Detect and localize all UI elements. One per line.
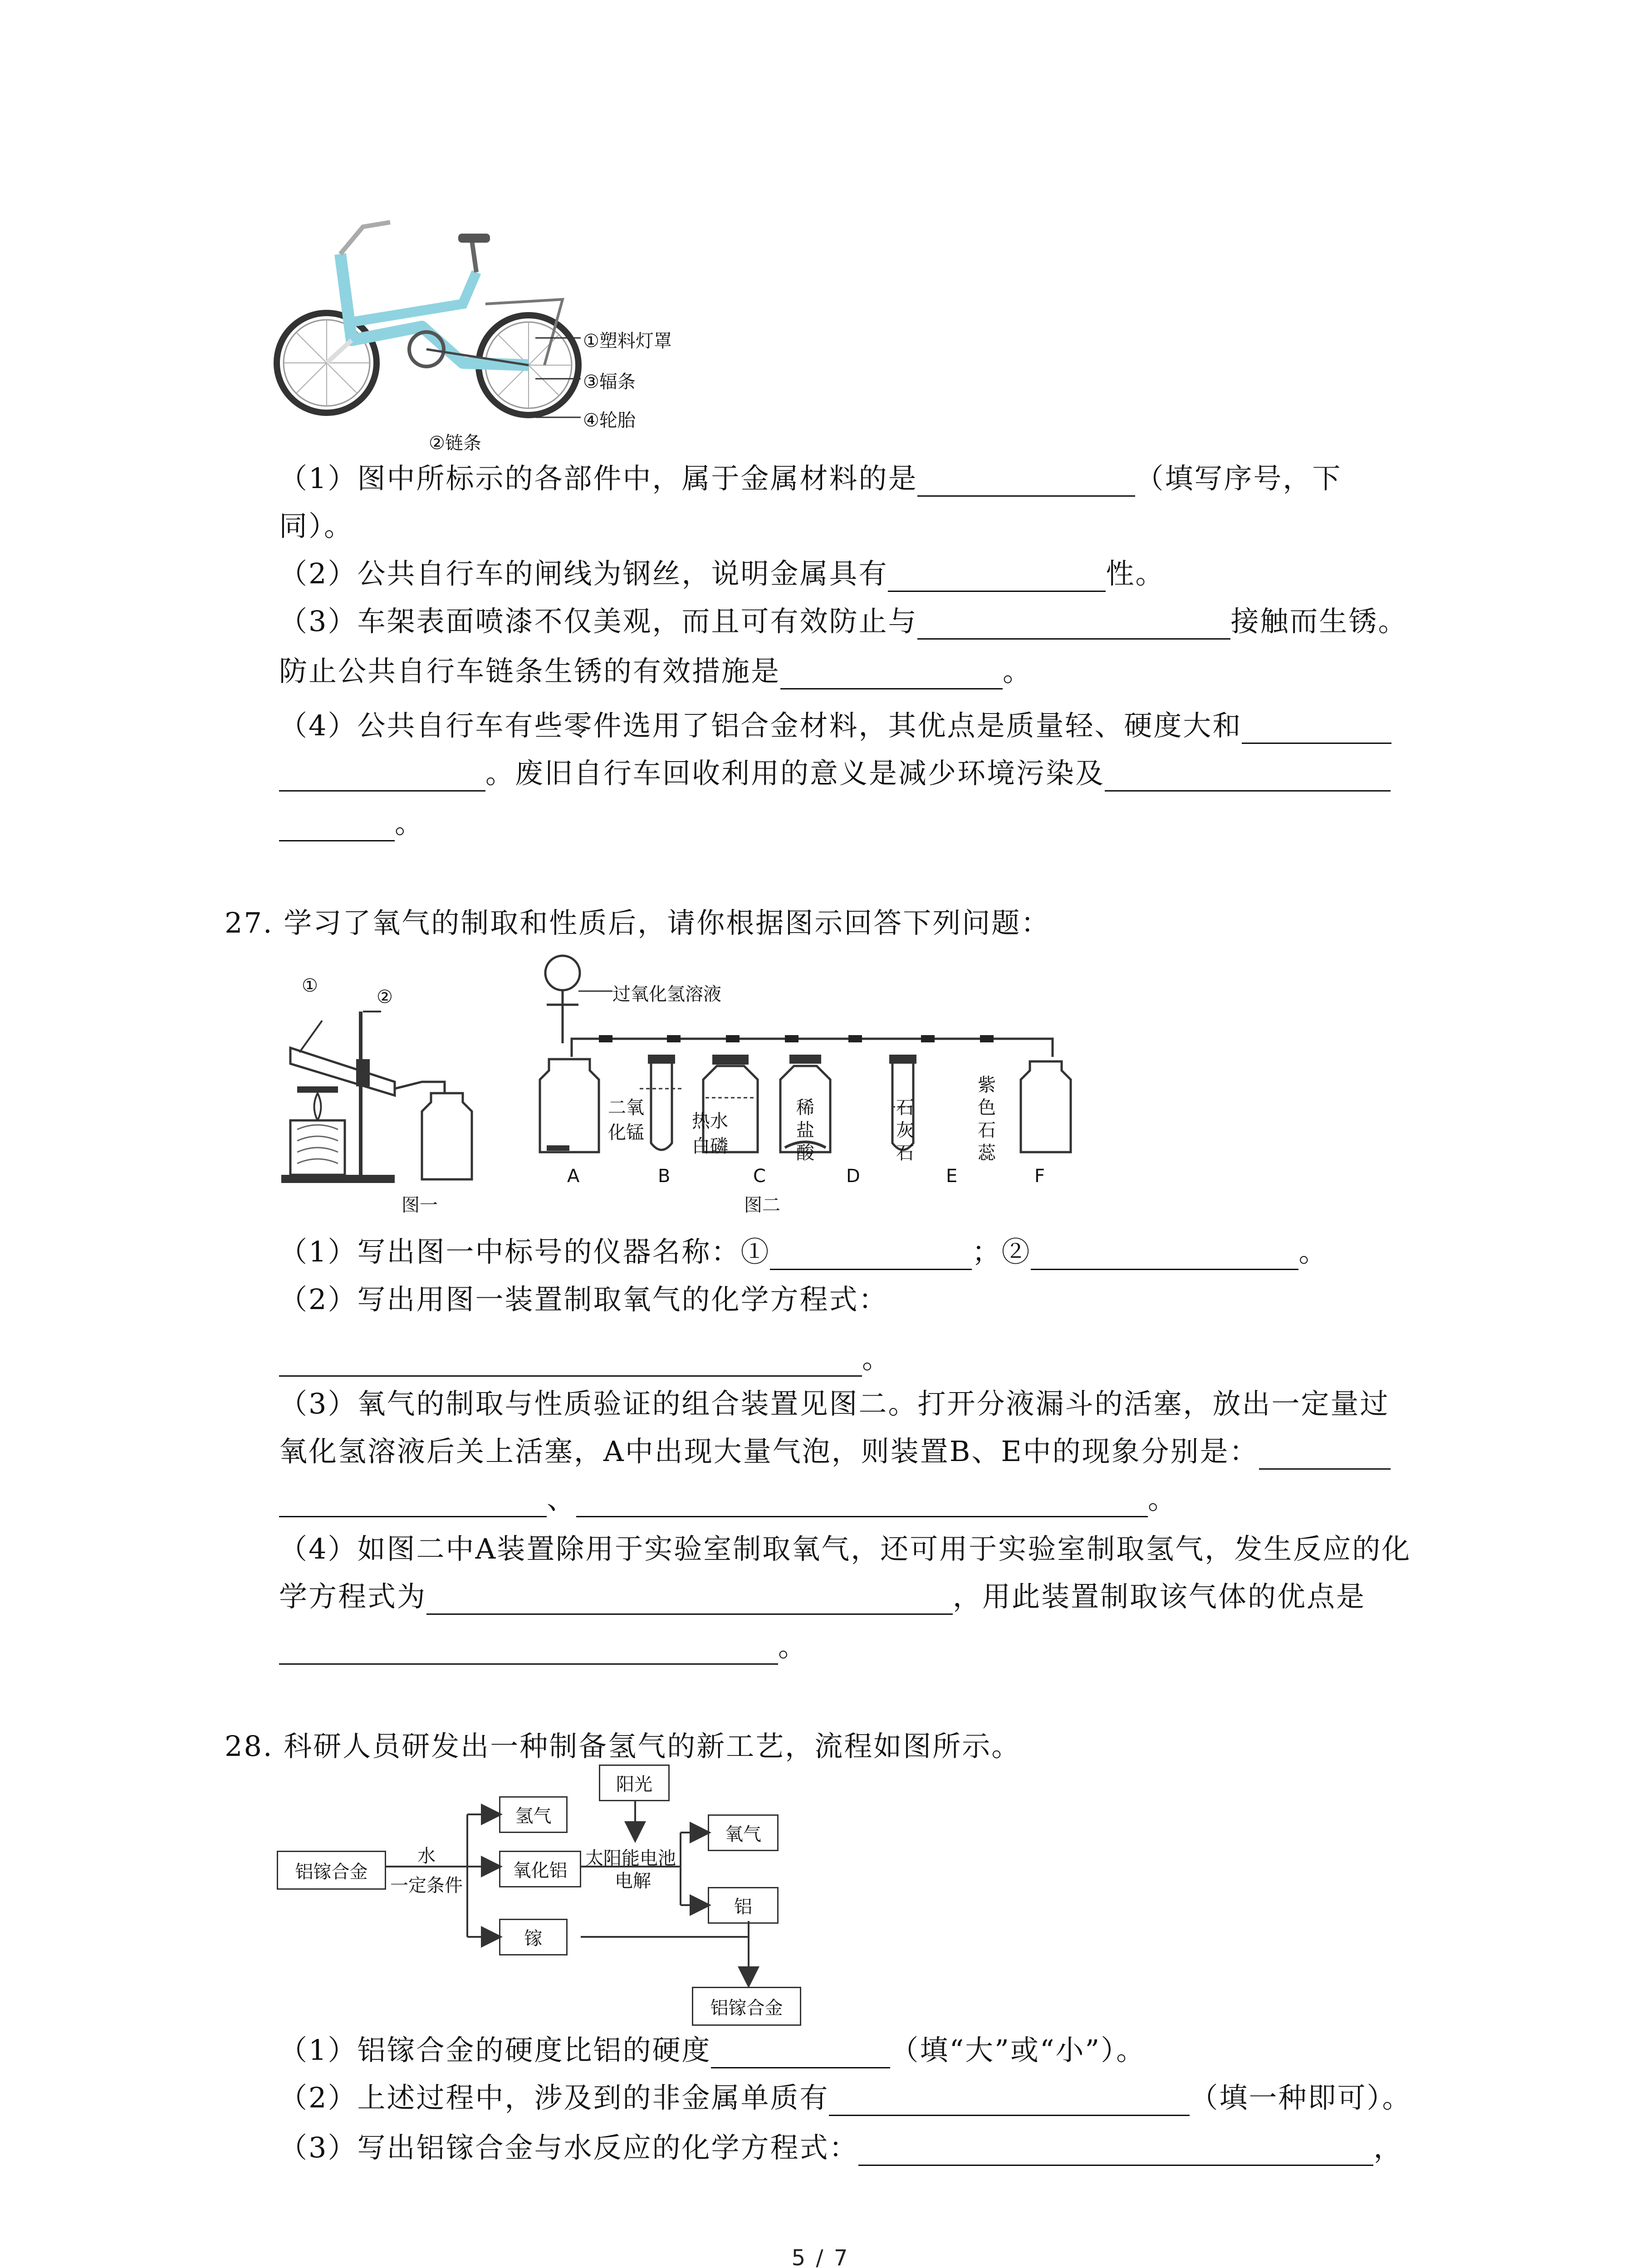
q27-blank-7[interactable] <box>426 1584 953 1615</box>
flow-box-sun: 阳光 <box>599 1765 670 1801</box>
q28-blank-3[interactable] <box>858 2135 1373 2166</box>
label-letter-e: E <box>946 1166 958 1187</box>
q26-part4-line1: （4）公共自行车有些零件选用了铝合金材料，其优点是质量轻、硬度大和 <box>279 708 1391 744</box>
q26-blank-5[interactable] <box>1242 713 1391 744</box>
label-letter-f: F <box>1034 1166 1045 1187</box>
flow-box-al: 铝 <box>708 1887 779 1924</box>
label-d-reagent-2: 灰 <box>896 1120 914 1141</box>
flow-label-elec: 电解 <box>615 1871 651 1892</box>
q28-title: 28. 科研人员研发出一种制备氢气的新工艺，流程如图所示。 <box>225 1730 1021 1763</box>
q26-part1-line2: 同）。 <box>279 509 354 543</box>
label-funnel: 过氧化氢溶液 <box>612 984 721 1005</box>
q26-blank-4[interactable] <box>780 658 1003 689</box>
q27-part3-line2: 氧化氢溶液后关上活塞，A中出现大量气泡，则装置B、E中的现象分别是： <box>279 1433 1391 1470</box>
label-letter-a: A <box>567 1166 580 1187</box>
flow-box-al2o3: 氧化铝 <box>499 1851 581 1887</box>
label-b-reagent-1: 热水 <box>692 1111 728 1132</box>
q26-part4-line2: 。废旧自行车回收利用的意义是减少环境污染及 <box>279 755 1391 792</box>
q26-blank-1[interactable] <box>917 465 1135 497</box>
label-b-reagent-2: 白磷 <box>692 1136 728 1157</box>
flow-box-alloy2: 铝镓合金 <box>692 1987 801 2026</box>
flow-box-ga: 镓 <box>499 1919 568 1955</box>
q27-blank-6[interactable] <box>576 1486 1148 1517</box>
label-num2: ② <box>377 987 393 1007</box>
q26-part4-line3: 。 <box>279 805 424 841</box>
q27-blank-3[interactable] <box>279 1345 862 1377</box>
flow-label-water: 水 <box>417 1846 436 1867</box>
label-d-reagent-3: 石 <box>896 1143 914 1163</box>
q27-blank-2[interactable] <box>1031 1239 1298 1270</box>
label-c-reagent-3: 酸 <box>796 1143 814 1163</box>
q28-part3: （3）写出铝镓合金与水反应的化学方程式： ， <box>279 2130 1403 2166</box>
q27-part3-line3: 、 。 <box>279 1481 1177 1517</box>
q27-part1: （1）写出图一中标号的仪器名称：① ；② 。 <box>279 1234 1328 1270</box>
label-letter-b: B <box>658 1166 671 1187</box>
q26-part3-line1: （3）车架表面喷漆不仅美观，而且可有效防止与 接触而生锈。 <box>279 603 1407 640</box>
bike-label-lamp: ①塑料灯罩 <box>583 331 672 352</box>
q27-part4-line3: 。 <box>279 1628 808 1665</box>
flow-box-h2: 氢气 <box>499 1796 568 1833</box>
label-letter-d: D <box>846 1166 860 1187</box>
flow-box-alloy: 铝镓合金 <box>277 1851 386 1890</box>
label-e-reagent-3: 石 <box>978 1120 996 1141</box>
label-e-reagent-2: 色 <box>978 1097 996 1118</box>
q27-title: 27. 学习了氧气的制取和性质后，请你根据图示回答下列问题： <box>225 906 1051 939</box>
q27-blank-5[interactable] <box>279 1486 547 1517</box>
label-fig2: 图二 <box>744 1195 780 1216</box>
flow-label-solar: 太阳能电池 <box>585 1848 676 1869</box>
q26-blank-8[interactable] <box>279 810 395 841</box>
q28-part2: （2）上述过程中，涉及到的非金属单质有 （填一种即可）。 <box>279 2080 1411 2116</box>
bike-label-tire: ④轮胎 <box>583 410 636 431</box>
label-c-reagent-2: 盐 <box>796 1120 814 1141</box>
q26-blank-6[interactable] <box>279 760 485 792</box>
q28-blank-2[interactable] <box>829 2085 1190 2116</box>
label-c-reagent-1: 稀 <box>796 1097 814 1118</box>
label-e-reagent-1: 紫 <box>978 1075 996 1095</box>
q27-part3-line1: （3）氧气的制取与性质验证的组合装置见图二。打开分液漏斗的活塞，放出一定量过 <box>279 1387 1390 1420</box>
figure-one-apparatus <box>272 984 508 1198</box>
q26-part1-line1: （1）图中所标示的各部件中，属于金属材料的是 （填写序号，下 <box>279 460 1342 497</box>
q28-blank-1[interactable] <box>711 2037 890 2068</box>
page-number: 5 / 7 <box>791 2245 850 2268</box>
q27-part2-line2: 。 <box>279 1340 892 1377</box>
label-letter-c: C <box>753 1166 766 1187</box>
q28-part1: （1）铝镓合金的硬度比铝的硬度 （填“大”或“小”）。 <box>279 2032 1146 2068</box>
q26-part2: （2）公共自行车的闸线为钢丝，说明金属具有 性。 <box>279 556 1165 592</box>
q27-part2-line1: （2）写出用图一装置制取氧气的化学方程式： <box>279 1283 888 1316</box>
label-d-reagent-1: 石 <box>896 1097 914 1118</box>
label-a-reagent-2: 化锰 <box>608 1122 644 1143</box>
label-fig1: 图一 <box>402 1195 438 1216</box>
bike-label-chain: ②链条 <box>429 433 481 454</box>
q27-part4-line2: 学方程式为 ，用此装置制取该气体的优点是 <box>279 1579 1366 1615</box>
label-e-reagent-4: 蕊 <box>978 1143 996 1163</box>
bike-label-spoke: ③辐条 <box>583 371 636 392</box>
q26-blank-3[interactable] <box>917 608 1230 640</box>
q27-blank-1[interactable] <box>770 1239 972 1270</box>
q27-blank-8[interactable] <box>279 1633 778 1665</box>
flow-label-cond: 一定条件 <box>390 1875 463 1896</box>
label-num1: ① <box>302 975 318 996</box>
q27-part4-line1: （4）如图二中A装置除用于实验室制取氧气，还可用于实验室制取氢气，发生反应的化 <box>279 1532 1411 1565</box>
q27-blank-4[interactable] <box>1259 1438 1391 1470</box>
flow-box-o2: 氧气 <box>708 1814 779 1851</box>
label-a-reagent-1: 二氧 <box>608 1097 644 1118</box>
q26-blank-2[interactable] <box>888 561 1106 592</box>
q26-blank-7[interactable] <box>1105 760 1391 792</box>
q26-part3-line2: 防止公共自行车链条生锈的有效措施是 。 <box>279 653 1032 689</box>
